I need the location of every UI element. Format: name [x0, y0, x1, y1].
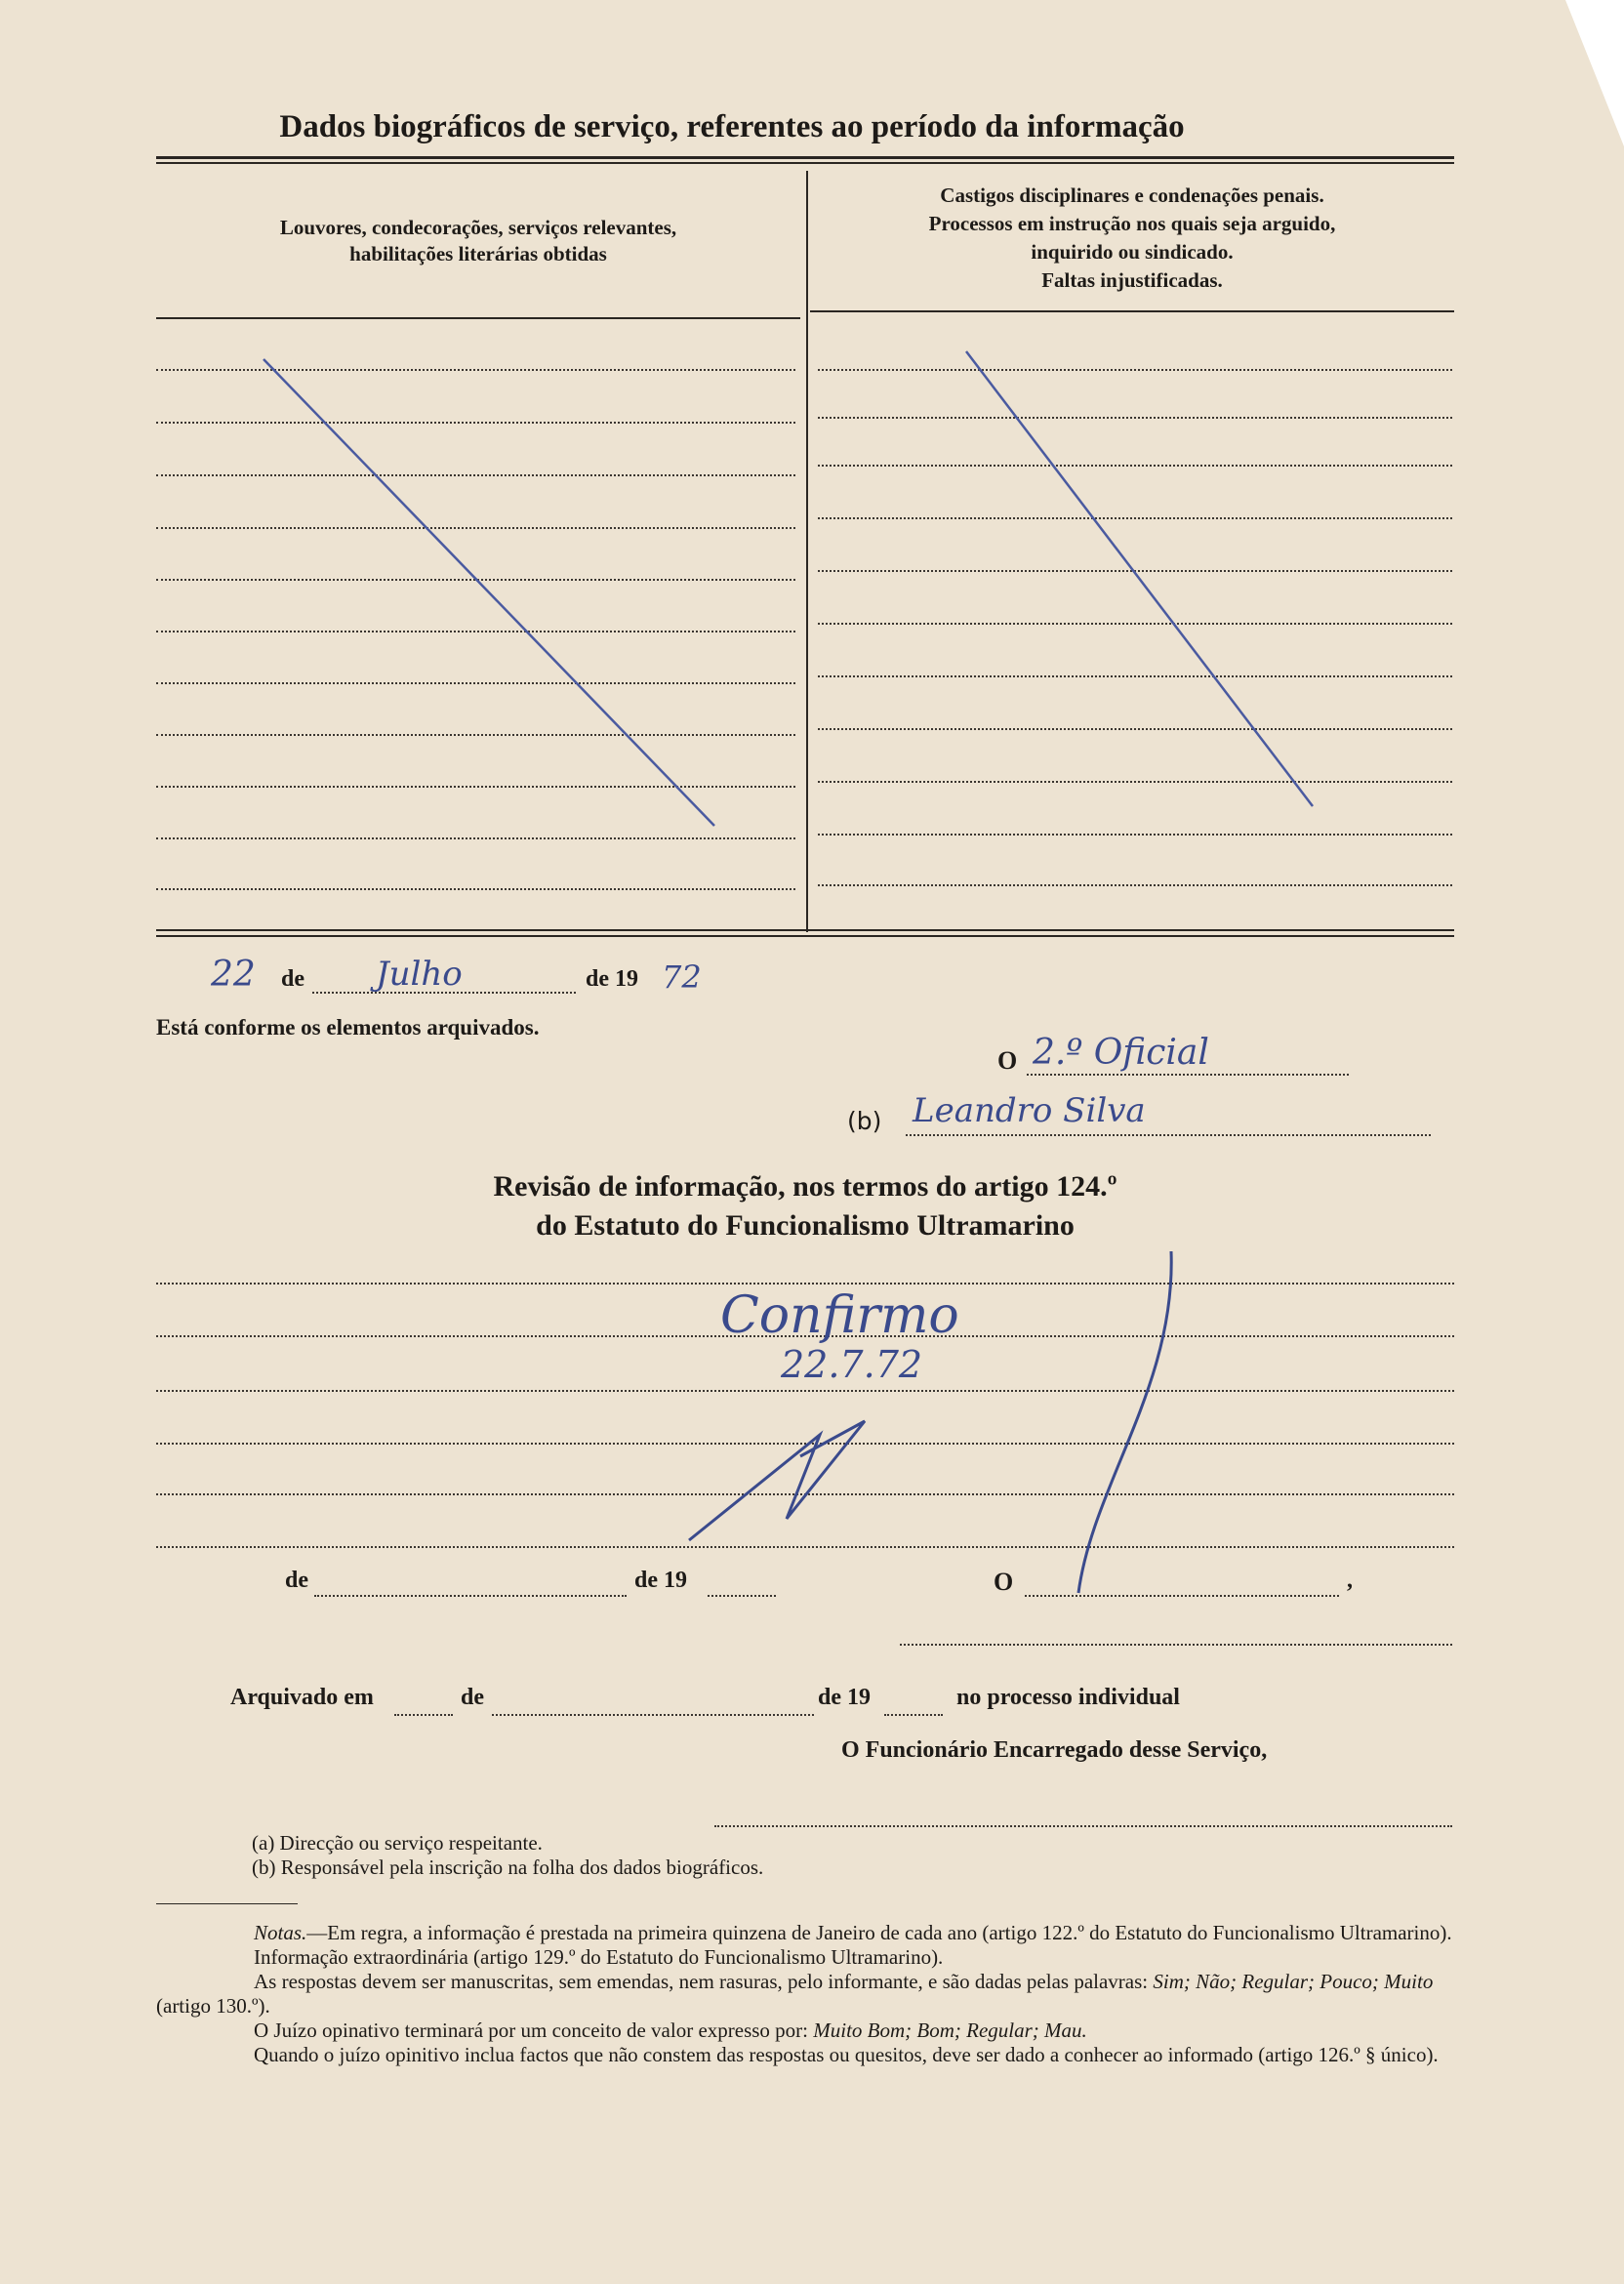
note-2: Informação extraordinária (artigo 129.º do Estatuto do Funcionalismo Ultramarino). — [254, 1945, 944, 1969]
conforme-role: 2.º Oficial — [1033, 1033, 1209, 1073]
revisao-line-1: Revisão de informação, nos termos do artigo 124.º — [493, 1170, 1117, 1203]
conforme-o-label: O — [997, 1046, 1018, 1075]
date-month: Julho — [376, 955, 463, 994]
left-heading-line-1: Louvores, condecorações, serviços relevantes, — [279, 216, 677, 239]
left-heading-line-2: habilitações literárias obtidas — [349, 242, 607, 265]
funcionario-label: O Funcionário Encarregado desse Serviço, — [841, 1737, 1268, 1763]
page-title: Dados biográficos de serviço, referentes ao período da informação — [279, 109, 1185, 144]
date-de-1: de — [281, 966, 304, 992]
note-1-text: —Em regra, a informação é prestada na primeira quinzena de Janeiro de cada ano (artigo 122.º do Estatuto do Funcionalismo Ultramarino). — [306, 1921, 1452, 1944]
revisao-date: 22.7.72 — [781, 1343, 923, 1386]
revisao-confirmo: Confirmo — [720, 1286, 959, 1345]
footnote-b: (b) Responsável pela inscrição na folha dos dados biográficos. — [252, 1856, 764, 1879]
responsavel-signature: Leandro Silva — [913, 1091, 1146, 1130]
note-5: Quando o juízo opinitivo inclua factos que não constem das respostas ou quesitos, deve ser dado a conhecer ao informado (artigo 126.º § único). — [254, 2043, 1439, 2066]
date-year: 72 — [662, 958, 702, 996]
approval-initials — [689, 1421, 865, 1540]
second-date-de-1: de — [285, 1568, 308, 1593]
note-3-text-a: As respostas devem ser manuscritas, sem emendas, nem rasuras, pelo informante, e são dadas pelas palavras: — [254, 1970, 1149, 1993]
approval-scribble — [1078, 1251, 1171, 1593]
right-heading-line-1: Castigos disciplinares e condenações penais. — [940, 184, 1324, 207]
conforme-text: Está conforme os elementos arquivados. — [156, 1015, 540, 1040]
date-de-2: de 19 — [586, 966, 638, 992]
notes-label: Notas. — [254, 1921, 307, 1944]
right-heading-line-4: Faltas injustificadas. — [1041, 268, 1223, 292]
note-3-answers: Sim; Não; Regular; Pouco; Muito — [1153, 1970, 1434, 1993]
second-date-o: O — [994, 1568, 1014, 1596]
arquivado-label: Arquivado em — [230, 1685, 374, 1710]
left-cancel-stroke — [264, 359, 714, 826]
note-3-text-b: (artigo 130.º). — [156, 1994, 270, 2018]
date-day: 22 — [211, 955, 256, 995]
arquivado-tail: no processo individual — [956, 1685, 1180, 1710]
second-date-comma: , — [1347, 1568, 1353, 1593]
right-cancel-stroke — [966, 351, 1313, 806]
note-4-text: O Juízo opinativo terminará por um conceito de valor expresso por: — [254, 2019, 809, 2042]
footnote-a: (a) Direcção ou serviço respeitante. — [252, 1831, 543, 1855]
second-date-de-2: de 19 — [634, 1568, 687, 1593]
right-heading-line-2: Processos em instrução nos quais seja arguido, — [928, 212, 1336, 235]
arquivado-de-2: de 19 — [818, 1685, 871, 1710]
note-4-values: Muito Bom; Bom; Regular; Mau. — [813, 2019, 1087, 2042]
b-label: (b) — [847, 1107, 882, 1135]
arquivado-de-1: de — [461, 1685, 484, 1710]
right-heading-line-3: inquirido ou sindicado. — [1031, 240, 1234, 264]
revisao-line-2: do Estatuto do Funcionalismo Ultramarino — [536, 1209, 1075, 1242]
